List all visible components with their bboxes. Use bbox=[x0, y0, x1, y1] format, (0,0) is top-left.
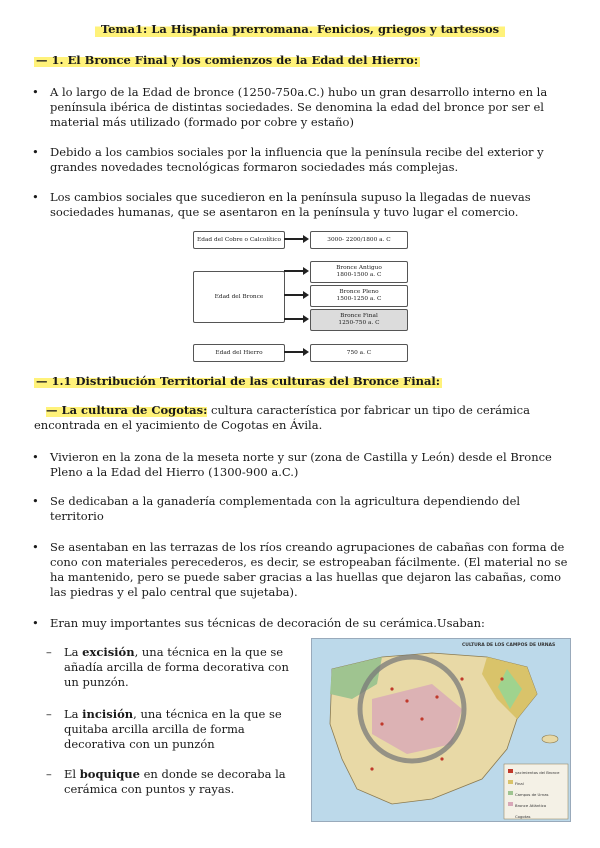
diagram-hierro-dates: 750 a. C bbox=[310, 344, 408, 362]
map-legend bbox=[515, 767, 567, 822]
legend-entry: Cogotas bbox=[515, 814, 531, 819]
section-1-1-heading: — 1.1 Distribución Territorial de las culturas del Bronce Final: bbox=[36, 374, 441, 388]
list-item: • Los cambios sociales que sucedieron en la península supuso la llegadas de nuevas sociedades humanas, que se asentaron en la península y tuvo lugar el comercio. bbox=[32, 190, 531, 219]
legend-entry: Campos de Urnas bbox=[515, 792, 549, 797]
arrow-icon bbox=[284, 294, 304, 296]
list-item: • A lo largo de la Edad de bronce (1250-750a.C.) hubo un gran desarrollo interno en la península ibérica de distintas sociedades. Se denomina la edad del bronce por ser el material más utilizado (formado por cobre y estaño) bbox=[32, 85, 548, 129]
list-item: • Se asentaban en las terrazas de los ríos creando agrupaciones de cabañas con forma de cono con materiales perecederos, es decir, se estropeaban fácilmente. (El material no se ha mantenido, pero se puede saber gracias a las huellas que dejaron las cabañas, como las piedras y el palo central que sujetaba). bbox=[32, 540, 568, 599]
arrow-icon bbox=[284, 270, 304, 272]
arrow-icon bbox=[284, 351, 304, 353]
cogotas-text: cultura característica por fabricar un tipo de cerámica encontrada en el yacimiento de Cogotas en Ávila. bbox=[34, 403, 530, 432]
list-item: • Eran muy importantes sus técnicas de decoración de su cerámica.Usaban: bbox=[32, 616, 485, 630]
diagram-cobre: Edad del Cobre o Calcolítico bbox=[193, 231, 285, 249]
culture-map-image bbox=[311, 638, 571, 822]
cogotas-paragraph bbox=[34, 403, 569, 433]
cogotas-label: — La cultura de Cogotas: bbox=[46, 403, 208, 417]
dash-item-boquique: – El boquique en donde se decoraba la cerámica con puntos y rayas. bbox=[46, 767, 286, 796]
diagram-bronce-antiguo: Bronce Antiguo 1800-1500 a. C bbox=[310, 261, 408, 283]
dash-item-incision: – La incisión, una técnica en la que se quitaba arcilla arcilla de forma decorativa con un punzón bbox=[46, 707, 282, 751]
diagram-hierro: Edad del Hierro bbox=[193, 344, 285, 362]
diagram-bronce-final: Bronce Final 1250-750 a. C bbox=[310, 309, 408, 331]
legend-entry: yacimientos del Bronce Final bbox=[515, 770, 560, 786]
list-item: • Debido a los cambios sociales por la influencia que la península recibe del exterior y grandes novedades tecnológicas formaron sociedades más complejas. bbox=[32, 145, 544, 174]
diagram-bronce-pleno: Bronce Pleno 1500-1250 a. C bbox=[310, 285, 408, 307]
arrow-icon bbox=[284, 318, 304, 320]
diagram-cobre-dates: 3000- 2200/1800 a. C bbox=[310, 231, 408, 249]
map-title: CULTURA DE LOS CAMPOS DE URNAS bbox=[462, 643, 556, 648]
diagram-bronce: Edad del Bronce bbox=[193, 271, 285, 323]
list-item: • Se dedicaban a la ganadería complementada con la agricultura dependiendo del territorio bbox=[32, 494, 521, 523]
section-1-heading: — 1. El Bronce Final y los comienzos de la Edad del Hierro: bbox=[36, 53, 419, 67]
list-item: • Vivieron en la zona de la meseta norte y sur (zona de Castilla y León) desde el Bronce Pleno a la Edad del Hierro (1300-900 a.C.) bbox=[32, 450, 552, 479]
legend-entry: Bronce Atlántico bbox=[515, 803, 547, 808]
page-title: Tema1: La Hispania prerromana. Fenicios, griegos y tartessos bbox=[0, 22, 600, 36]
dash-item-excision: – La excisión, una técnica en la que se añadía arcilla de forma decorativa con un punzón. bbox=[46, 645, 289, 689]
arrow-icon bbox=[284, 238, 304, 240]
timeline-diagram bbox=[190, 226, 410, 366]
